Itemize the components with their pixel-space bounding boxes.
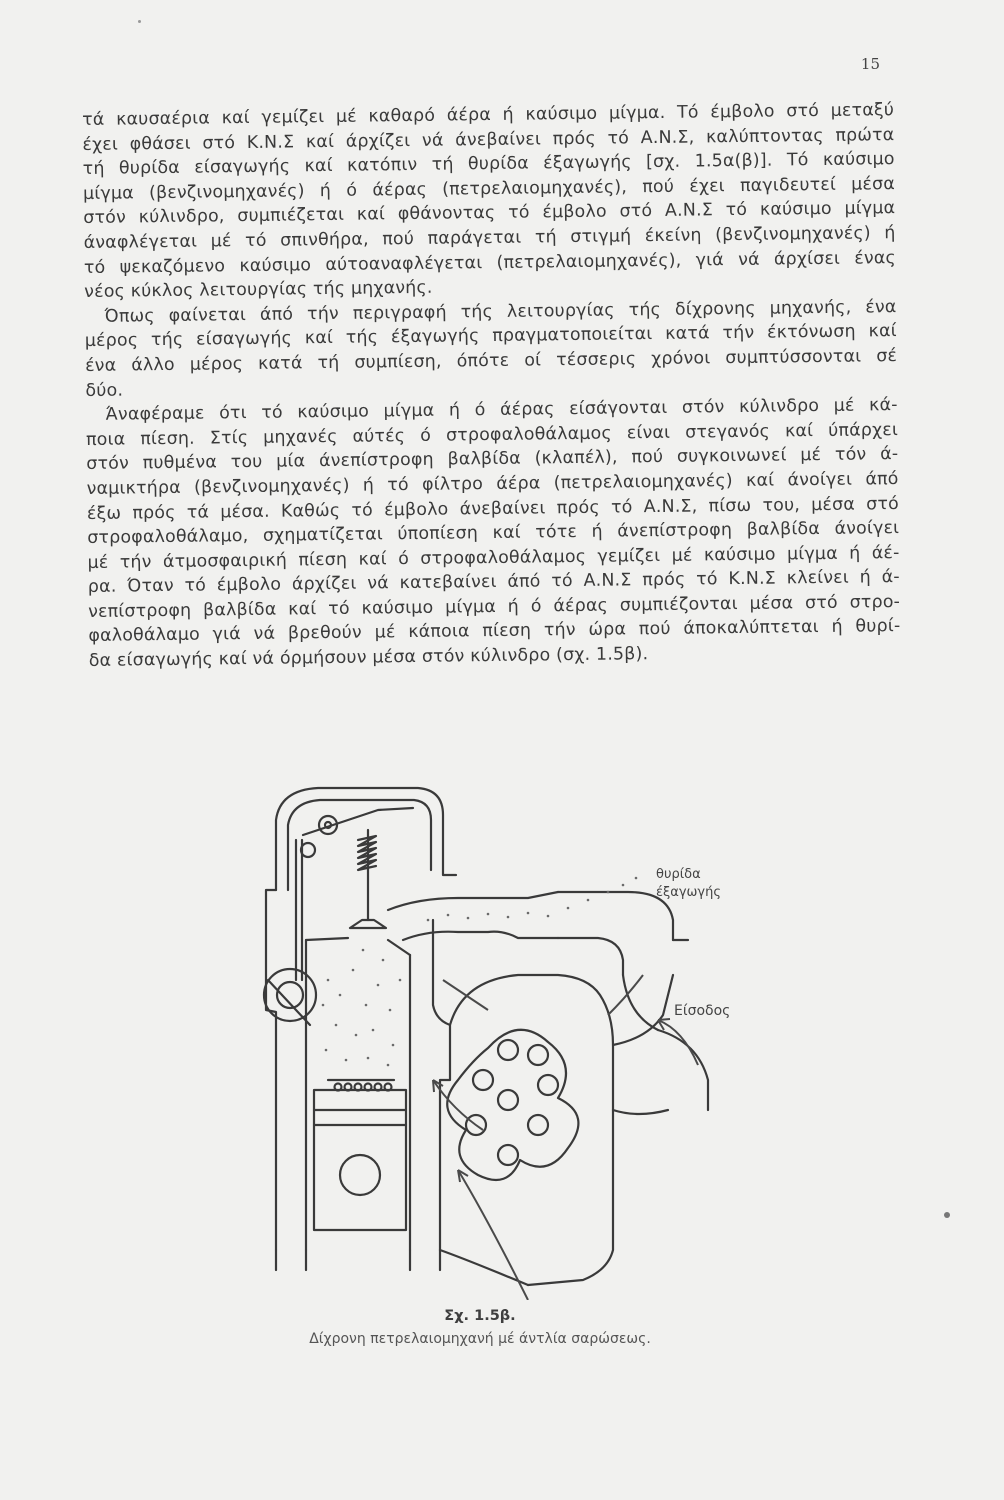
text-line: μέ τήν άτμοσφαιρική πίεση καί ό στροφαλοθάλαμος γεμίζει μέ καύσιμο μίγμα ή άέ- xyxy=(87,542,900,573)
figure-caption: Δίχρονη πετρελαιομηχανή μέ άντλία σαρώσεως. xyxy=(309,1331,651,1347)
text-line: νεπίστροφη βαλβίδα καί τό καύσιμο μίγμα ή ό άέρας συμπιέζονται μέσα στό στρο- xyxy=(88,591,901,622)
figure-caption-number: Σχ. 1.5β. xyxy=(444,1308,516,1324)
page-number: 15 xyxy=(860,55,880,73)
text-line: δύο. xyxy=(85,380,124,401)
text-line: τή θυρίδα είσαγωγής καί κατόπιν τή θυρίδα έξαγωγής [σχ. 1.5α(β)]. Τό καύσιμο xyxy=(82,149,895,180)
text-line: ένα άλλο μέρος κατά τή συμπίεση, όπότε οί τέσσερις χρόνοι συμπτύσσονται σέ xyxy=(85,345,898,376)
text-line: μέρος τής είσαγωγής καί τής έξαγωγής πραγματοποιείται κατά τήν έκτόνωση καί xyxy=(84,321,897,352)
wrist-pin xyxy=(340,1155,380,1195)
text-line: έχει φθάσει στό Κ.Ν.Σ καί άρχίζει νά άνεβαίνει πρός τό Α.Ν.Σ, καλύπτοντας πρώτα xyxy=(82,124,895,155)
text-line: έξω πρός τά μέσα. Καθώς τό έμβολο άνεβαίνει πρός τό Α.Ν.Σ, πίσω του, μέσα στό xyxy=(86,493,900,524)
label-exhaust-port-1: θυρίδα xyxy=(656,867,701,882)
text-line: τά καυσαέρια καί γεμίζει μέ καθαρό άέρα ή καύσιμο μίγμα. Τό έμβολο στό μεταξύ xyxy=(82,100,895,130)
cylinder-left-wall xyxy=(266,890,276,1250)
text-line: φαλοθάλαμο γιά νά βρεθούν μέ κάποια πίεση τήν ώρα πού άποκαλύπτεται ή θυρί- xyxy=(88,616,901,647)
intake-duct xyxy=(613,975,673,1045)
label-exhaust-port-2: έξαγωγής xyxy=(656,885,721,900)
flow-arrows xyxy=(433,975,698,1300)
two-stroke-diesel-diagram xyxy=(228,780,768,1300)
scan-speck xyxy=(138,20,141,23)
camshaft xyxy=(264,969,316,1021)
exhaust-valve xyxy=(350,920,386,928)
label-intake: Είσοδος xyxy=(674,1003,731,1019)
text-line: στροφαλοθάλαμο, σχηματίζεται ύποπίεση καί τότε ή άνεπίστροφη βαλβίδα άνοίγει xyxy=(87,518,900,549)
text-line: Όπως φαίνεται άπό τήν περιγραφή τής λειτουργίας τής δίχρονης μηχανής, ένα xyxy=(104,296,897,327)
text-line: δα είσαγωγής καί νά όρμήσουν μέσα στόν κύλινδρο (σχ. 1.5β). xyxy=(88,644,649,672)
text-line: νέος κύκλος λειτουργίας τής μηχανής. xyxy=(84,277,433,303)
body-text xyxy=(82,98,901,674)
blower-housing xyxy=(450,975,613,1285)
text-line: άναφλέγεται μέ τό σπινθήρα, πού παράγεται τή στιγμή έκείνη (βενζινομηχανές) ή xyxy=(83,223,896,253)
text-line: ποια πίεση. Στίς μηχανές αύτές ό στροφαλοθάλαμος είναι στεγανός καί ύπάρχει xyxy=(85,419,899,450)
text-line: τό ψεκαζόμενο καύσιμο αύτοαναφλέγεται (πετρελαιομηχανές), γιά νά άρχίσει ένας xyxy=(83,247,897,278)
text-line: ναμικτήρα (βενζινομηχανές) ή τό φίλτρο άέρα (πετρελαιομηχανές) καί άνοίγει άπό xyxy=(86,468,899,499)
engine-figure xyxy=(228,780,768,1300)
text-line: ρα. Όταν τό έμβολο άρχίζει νά κατεβαίνει άπό τό Α.Ν.Σ πρός τό Κ.Ν.Σ κλείνει ή ά- xyxy=(87,567,900,598)
text-line: στόν πυθμένα του μία άνεπίστροφη βαλβίδα (κλαπέλ), πού συγκοινωνεί μέ τόν ά- xyxy=(86,444,899,475)
text-line: μίγμα (βενζινομηχανές) ή ό άέρας (πετρελαιομηχανές), πού έχει παγιδευτεί μέσα xyxy=(82,173,896,204)
blower-rotor xyxy=(447,1030,578,1180)
text-line: Άναφέραμε ότι τό καύσιμο μίγμα ή ό άέρας είσάγονται στόν κύλινδρο μέ κά- xyxy=(105,395,898,425)
text-line: στόν κύλινδρο, συμπιέζεται καί φθάνοντας τό έμβολο στό Α.Ν.Σ τό καύσιμο μίγμα xyxy=(83,198,896,229)
exhaust-duct xyxy=(388,892,558,910)
scan-speck xyxy=(944,1212,950,1218)
